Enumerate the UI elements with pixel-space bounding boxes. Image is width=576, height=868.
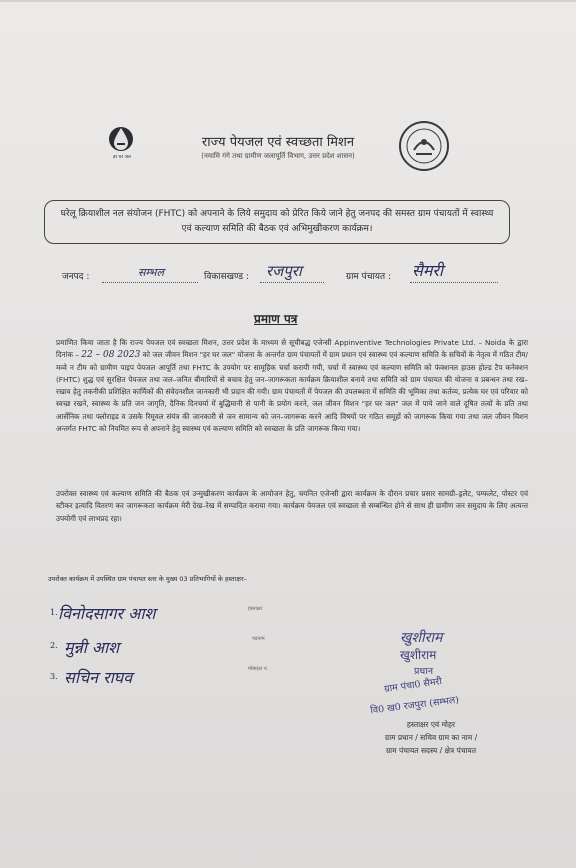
- up-government-emblem: [398, 120, 450, 172]
- signatory-line-1: ग्राम प्रधान / सचिव ग्राम का नाम /: [384, 733, 478, 742]
- block-label: विकासखण्ड :: [204, 272, 250, 282]
- signatory-line-2: ग्राम पंचायत सदस्य / क्षेत्र पंचायत: [385, 746, 477, 755]
- stamp-designation: प्रधान: [414, 666, 433, 677]
- certificate-title: प्रमाण पत्र: [254, 312, 298, 326]
- block-line: [260, 282, 324, 283]
- stamp-village: ग्राम पंचा0 सैमरी: [383, 676, 443, 695]
- participant-1-label: हस्ताक्षर: [248, 606, 263, 612]
- stamp-block: वि0 ख0 रजपुरा (सम्भल): [369, 694, 460, 717]
- program-banner: घरेलू क्रियाशील नल संयोजन (FHTC) को अपनाने के लिये समुदाय को प्रेरित किये जाने हेतु जनपद की समस्त ग्राम पंचायतों में स्वास्थ्य एवं कल्याण समिति की बैठक एवं अभिमुखीकरण कार्यक्रम।: [44, 200, 510, 244]
- participant-2-number: 2.: [50, 641, 58, 650]
- certificate-body-paragraph-1: [56, 337, 528, 435]
- participant-1-signature: विनोदसागर आश: [58, 604, 156, 623]
- participants-note: उपरोक्त कार्यक्रम में उपस्थित ग्राम पंचायत स्तर के मुख्य 03 प्रतिभागियों के हस्ताक्षर–: [48, 575, 247, 583]
- pradhan-signature: खुशीराम: [400, 630, 443, 646]
- location-fields: [62, 261, 512, 287]
- mission-subtitle: (नमामि गंगे तथा ग्रामीण जलापूर्ति विभाग, उत्तर प्रदेश शासन): [201, 152, 355, 160]
- pradhan-stamp: [369, 630, 496, 717]
- district-label: जनपद :: [62, 272, 90, 282]
- panchayat-line: [410, 282, 498, 283]
- stamp-name: खुशीराम: [400, 648, 437, 662]
- panchayat-label: ग्राम पंचायत :: [346, 272, 392, 282]
- har-ghar-jal-logo: [100, 122, 142, 168]
- panchayat-value: सैमरी: [412, 261, 444, 280]
- participant-3-number: 3.: [50, 672, 58, 681]
- program-date: 22 – 08 2023: [81, 350, 141, 361]
- participant-2-signature: मुन्नी आश: [64, 638, 120, 657]
- left-logo-caption: हर घर जल: [113, 155, 131, 160]
- certificate-body-paragraph-2: उपरोक्त स्वास्थ्य एवं कल्याण समिति की बैठक एवं उन्मुखीकरण कार्यक्रम के आयोजन हेतु, चयनित एजेन्सी द्वारा कार्यक्रम के दौरान प्रचार प्रसार सामग्री–ड्रलेट, पम्फलेट, पोस्टर एवं स्टीकर इत्यादि वितरण कर जागरूकता कार्यक्रम मेरी देख–रेख में सम्पादित कराया गया। कार्यक्रम पेयजल एवं स्वच्छता से सम्बन्धित होने से साथ ही ग्रामीण जन समुदाय के लिए अत्यन्त उपयोगी एवं लाभप्रद रहा।: [56, 489, 528, 523]
- block-value: रजपुरा: [266, 262, 302, 280]
- mission-title: राज्य पेयजल एवं स्वच्छता मिशन: [201, 135, 355, 150]
- participant-2-label: पदनाम: [252, 636, 265, 642]
- page-edge: [0, 0, 576, 2]
- seal-label: हस्ताक्षर एवं मोहर: [406, 720, 456, 729]
- para1-rest: को जल जीवन मिशन "हर घर जल" योजना के अन्तर्गत ग्राम पंचायतों में ग्राम प्रधान एवं स्वास्थ्य एवं कल्याण समिति के सचिवों के नेतृत्व में गठित टीम/मव्वे न टीम को ग्रामीण पाइप पेयजल आपूर्ति तथा FHTC के उपयोग पर सामूहिक चर्चा करायी गयी, चर्चा में स्वास्थ्य एवं कल्याण समिति को फंक्शनल हाउस होल्ड टैप कनेक्शन (FHTC) शुद्ध एवं सुरक्षित पेयजल तथा जल–जनित बीमारियों से बचाव हेतु जन–जागरूकता कार्यक्रम क्रियाशील बनाये तथा समिति को ग्राम पंचायत की योजना व प्रबन्धन तथा रख–रखाव हेतु तकनीकी प्रशिक्षित कार्मिकों की संवेदनशील जानकारी भी प्रदान की गयी। ग्राम पंचायतों में पेयजल की उपलब्धता में समिति की भूमिका तथा कर्तव्य, प्रत्येक घर एवं परिवार को स्वच्छ रखने, स्वास्थ्य के प्रति जन जागृति, दैनिक दिनचर्या में बुद्धिमानी से पानी के प्रयोग करने, जल जीवन मिशन "हर घर जल" जल में पाये जाने वाले दूषित तत्वों के प्रति तथा आर्सेनिक तथा फ्लोराइड व उसके रिमूवल संयंत्र की जानकारी से जन सामान्य को जन–जागरूक करने आदि विषयों पर गठित समूहों को जागरूक किया गया तथा जल जीवन मिशन अन्तर्गत FHTC को नियमित रूप से अपनाने हेतु स्वास्थ्य एवं कल्याण समिति को स्वच्छता के प्रति जागरूक किया गया।: [56, 350, 528, 434]
- participant-3-signature: सचिन राघव: [64, 668, 133, 687]
- district-line: [102, 282, 198, 283]
- participant-1-number: 1.: [50, 608, 58, 617]
- para1-intro: प्रमाणित किया जाता है कि राज्य पेयजल एवं स्वच्छता मिशन, उत्तर प्रदेश के माध्यम से सूचीबद्ध एजेन्सी Appinventive Technologies Private Ltd. – Noida के द्वारा दिनांक –: [56, 338, 528, 360]
- district-value: सम्भल: [138, 266, 164, 279]
- participant-3-label: मोबाइल न.: [248, 666, 269, 672]
